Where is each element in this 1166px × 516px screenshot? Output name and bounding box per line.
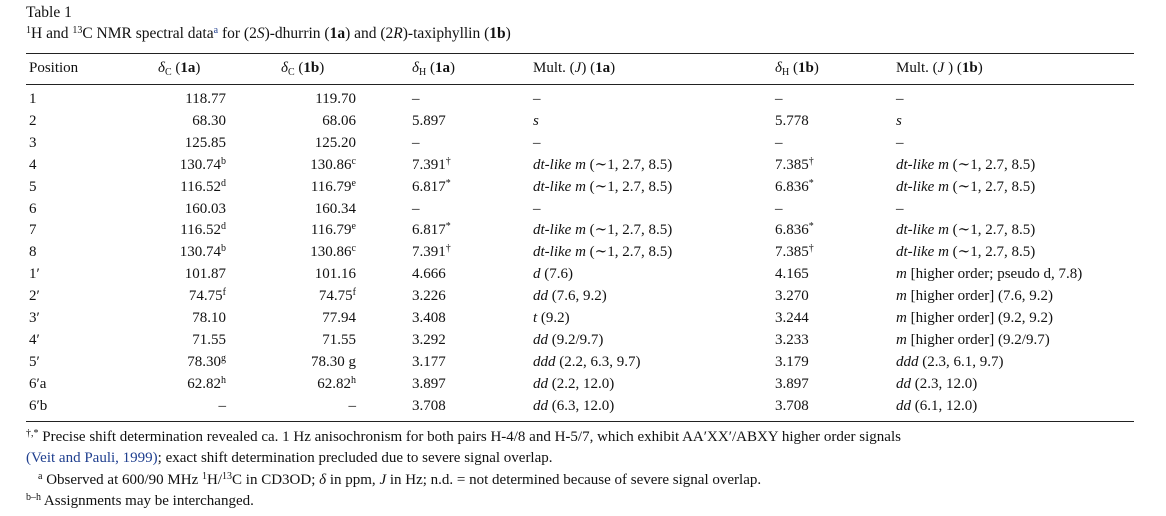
cell-dh-1a: 3.408 <box>412 310 446 326</box>
cell-dh-1b: 3.233 <box>775 331 809 348</box>
footnote-dagger: †,* Precise shift determination revealed ca. 1 Hz anisochronism for both pairs H-4/8 and H-5/7, which exhibit AA′XX′/ABXY higher order signals <box>26 428 901 445</box>
cell-dh-1a: – <box>412 200 420 217</box>
cell-mult-1b: dt-like m (∼1, 2.7, 8.5) <box>896 178 1036 195</box>
cell-mult-1a: dd (9.2/9.7) <box>533 331 604 348</box>
table-row <box>0 307 1166 329</box>
cell-mult-1a: d (7.6) <box>533 266 573 283</box>
cell-dc-1a: 71.55 <box>192 331 226 348</box>
cell-dh-1a: 3.708 <box>412 397 446 414</box>
cell-mult-1b: dd (2.3, 12.0) <box>896 375 978 392</box>
cell-dh-1a: 3.897 <box>412 375 446 392</box>
header-rule <box>26 84 1134 85</box>
cell-position: 5 <box>29 178 37 195</box>
cell-dc-1b: 77.94 <box>322 310 356 326</box>
cell-dh-1a: – <box>412 134 420 151</box>
cell-mult-1b: – <box>896 91 904 107</box>
cell-dh-1b: 3.897 <box>775 375 809 392</box>
cell-mult-1a: t (9.2) <box>533 310 570 326</box>
cell-dc-1a: 74.75$^f$ <box>188 287 226 305</box>
cell-dh-1b: 7.385† <box>775 243 814 261</box>
cell-dc-1a: 125.85 <box>184 134 226 151</box>
cell-position: 3 <box>29 134 37 151</box>
cell-dc-1a: 78.30$^g$ <box>187 352 226 370</box>
header-mult-1a: Mult. (J) (1a) <box>533 60 616 76</box>
cell-mult-1b: dt-like m (∼1, 2.7, 8.5) <box>896 244 1036 261</box>
cell-dh-1a: 3.292 <box>412 331 446 348</box>
cell-dc-1b: 160.34 <box>314 200 356 217</box>
cell-mult-1b: – <box>896 200 904 217</box>
table-label: Table 1 <box>26 4 72 21</box>
cell-position: 6′a <box>29 375 47 392</box>
cell-position: 2 <box>29 112 37 129</box>
cell-dc-1b: 119.70 <box>315 91 356 107</box>
table-row <box>0 351 1166 373</box>
cell-dh-1b: 3.179 <box>775 353 809 370</box>
cell-dc-1b: 130.86$^c$ <box>310 155 356 173</box>
footnote-marker: † <box>445 243 451 255</box>
table-row <box>0 154 1166 176</box>
cell-mult-1a: – <box>533 200 541 217</box>
header-position: Position <box>29 60 79 76</box>
header-dc-1a: $\delta_C$ (1a) <box>158 60 201 78</box>
cell-mult-1b: ddd (2.3, 6.1, 9.7) <box>896 353 1004 370</box>
table-row <box>0 329 1166 351</box>
footnote-a-ref[interactable]: a <box>213 25 219 36</box>
cell-dh-1b: – <box>775 91 783 107</box>
cell-position: 2′ <box>29 288 40 305</box>
cell-dh-1b: 6.836* <box>775 221 814 239</box>
bottom-rule <box>26 421 1134 422</box>
cell-position: 3′ <box>29 310 40 326</box>
footnote-marker: † <box>808 243 814 255</box>
cell-mult-1a: – <box>533 134 541 151</box>
table-row <box>0 395 1166 417</box>
cell-mult-1a: dd (2.2, 12.0) <box>533 375 615 392</box>
cell-dc-1a: 116.52$^d$ <box>180 177 226 195</box>
cell-dc-1a: 118.77 <box>185 91 226 107</box>
cell-dc-1a: 116.52$^d$ <box>180 221 226 239</box>
cell-position: 4 <box>29 156 37 173</box>
cell-dh-1a: 3.226 <box>412 288 446 305</box>
cell-mult-1b: m [higher order] (9.2/9.7) <box>896 331 1050 348</box>
cell-mult-1a: ddd (2.2, 6.3, 9.7) <box>533 353 641 370</box>
cell-mult-1b: s <box>896 112 902 129</box>
cell-dh-1a: 3.177 <box>412 353 446 370</box>
table-row <box>0 241 1166 263</box>
cell-dh-1b: 3.708 <box>775 397 809 414</box>
cell-dh-1a: – <box>412 91 420 107</box>
cell-mult-1b: m [higher order] (9.2, 9.2) <box>896 310 1054 326</box>
cell-mult-1a: dd (6.3, 12.0) <box>533 397 615 414</box>
cell-dc-1a: – <box>218 397 226 414</box>
cell-dc-1b: 125.20 <box>314 134 356 151</box>
table-row <box>0 263 1166 285</box>
cell-dc-1b: 74.75$^f$ <box>318 287 356 305</box>
cell-dh-1a: 7.391† <box>412 243 451 261</box>
cell-dc-1b: 116.79e <box>310 221 356 239</box>
cell-dc-1b: 62.82$^h$ <box>317 374 356 392</box>
table-row <box>0 132 1166 154</box>
cell-mult-1b: – <box>896 134 904 151</box>
cell-dh-1b: 5.778 <box>775 112 809 129</box>
cell-dc-1a: 78.10 <box>192 310 226 326</box>
cell-dc-1a: 130.74$^b$ <box>179 243 226 261</box>
cell-dc-1a: 101.87 <box>184 266 226 283</box>
footnote-marker: * <box>445 221 451 233</box>
cell-dc-1b: 116.79e <box>310 177 356 195</box>
table-row <box>0 176 1166 198</box>
cell-dh-1b: 7.385† <box>775 155 814 173</box>
cell-mult-1a: dt-like m (∼1, 2.7, 8.5) <box>533 156 673 173</box>
cell-dc-1b: 71.55 <box>322 331 356 348</box>
cell-position: 4′ <box>29 331 40 348</box>
footnote-a: $^a$ Observed at 600/90 MHz $^1$H/$^{13}$C in CD3OD; δ in ppm, J in Hz; n.d. = not determined because of severe signal overlap. <box>38 471 762 488</box>
footnote-marker: * <box>445 177 451 189</box>
cell-dh-1b: 3.244 <box>775 310 809 326</box>
cell-dc-1b: 68.06 <box>322 112 356 129</box>
cell-dh-1a: 6.817* <box>412 221 451 239</box>
cell-mult-1b: m [higher order; pseudo d, 7.8) <box>896 266 1083 283</box>
cell-mult-1a: dt-like m (∼1, 2.7, 8.5) <box>533 178 673 195</box>
cell-mult-1a: dt-like m (∼1, 2.7, 8.5) <box>533 244 673 261</box>
cell-dh-1b: – <box>775 134 783 151</box>
footnote-marker: * <box>808 177 814 189</box>
cell-dc-1b: 101.16 <box>314 266 356 283</box>
cell-position: 8 <box>29 244 37 261</box>
cell-dh-1b: 6.836* <box>775 177 814 195</box>
footnote-marker: † <box>445 155 451 167</box>
cell-dh-1a: 7.391† <box>412 155 451 173</box>
citation-link[interactable]: (Veit and Pauli, 1999) <box>26 450 158 466</box>
cell-mult-1a: dt-like m (∼1, 2.7, 8.5) <box>533 222 673 239</box>
cell-mult-1b: dd (6.1, 12.0) <box>896 397 978 414</box>
cell-position: 6 <box>29 200 37 217</box>
cell-dc-1b: – <box>348 397 356 414</box>
cell-dc-1a: 130.74$^b$ <box>179 155 226 173</box>
cell-position: 7 <box>29 222 37 239</box>
cell-mult-1a: s <box>533 112 539 129</box>
cell-dh-1a: 5.897 <box>412 112 446 129</box>
table-row <box>0 219 1166 241</box>
header-dh-1b: $\delta_H$ (1b) <box>775 60 819 78</box>
top-rule <box>26 53 1134 54</box>
cell-dh-1b: 3.270 <box>775 288 809 305</box>
header-dh-1a: $\delta_H$ (1a) <box>412 60 455 78</box>
cell-dc-1a: 160.03 <box>184 200 226 217</box>
cell-mult-1b: dt-like m (∼1, 2.7, 8.5) <box>896 222 1036 239</box>
cell-dc-1a: 68.30 <box>192 112 226 129</box>
cell-dh-1a: 4.666 <box>412 266 446 283</box>
cell-mult-1a: dd (7.6, 9.2) <box>533 288 607 305</box>
header-dc-1b: $\delta_C$ (1b) <box>281 60 325 78</box>
cell-dh-1a: 6.817* <box>412 177 451 195</box>
cell-position: 1 <box>29 91 37 107</box>
footnote-marker: † <box>808 155 814 167</box>
footnote-dagger-cont: (Veit and Pauli, 1999); exact shift determination precluded due to severe signal overlap. <box>26 450 553 466</box>
cell-dh-1b: – <box>775 200 783 217</box>
cell-position: 1′ <box>29 266 40 283</box>
cell-mult-1b: m [higher order] (7.6, 9.2) <box>896 288 1054 305</box>
cell-position: 5′ <box>29 353 40 370</box>
table-row <box>0 285 1166 307</box>
cell-dc-1b: 130.86$^c$ <box>310 243 356 261</box>
table-row <box>0 198 1166 220</box>
cell-dh-1b: 4.165 <box>775 266 809 283</box>
footnote-b-h: $^{b-h}$ Assignments may be interchanged. <box>26 492 254 509</box>
header-mult-1b: Mult. (J ) (1b) <box>896 60 983 76</box>
cell-dc-1a: 62.82$^h$ <box>187 374 226 392</box>
table-row <box>0 373 1166 395</box>
table-row <box>0 110 1166 132</box>
cell-dc-1b: 78.30 g <box>311 353 356 370</box>
cell-position: 6′b <box>29 397 48 414</box>
cell-mult-1b: dt-like m (∼1, 2.7, 8.5) <box>896 156 1036 173</box>
footnote-marker: * <box>808 221 814 233</box>
cell-mult-1a: – <box>533 91 541 107</box>
table-caption: $^1$H and $^{13}$C NMR spectral data$^a$ for (2S)-dhurrin (1a) and (2R)-taxiphyllin (1b) <box>26 25 511 42</box>
table-row <box>0 88 1166 110</box>
